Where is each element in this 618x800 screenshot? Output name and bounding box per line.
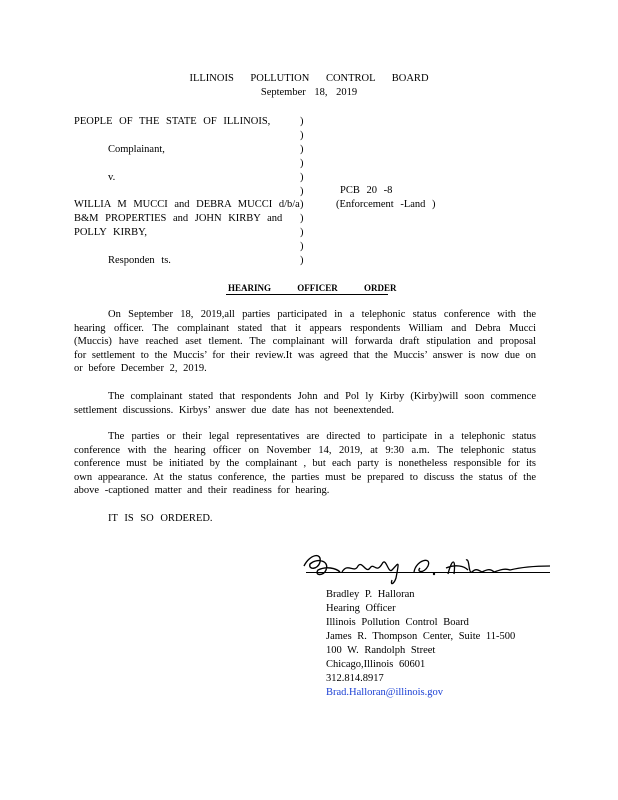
defendants-line-3: POLLY KIRBY,: [74, 227, 147, 238]
versus: v.: [108, 172, 116, 183]
caption-parens: ) ) ) ) ) ) ) ) ) ) ): [300, 116, 304, 267]
paragraph-2: The complainant stated that respondents John and Pol ly Kirby (Kirby)will soon commence settlement discussions. Kirbys’ answer due date has not beenextended.: [74, 391, 536, 416]
phone-number: 312.814.8917: [326, 673, 384, 684]
handwritten-signature: [296, 544, 556, 588]
defendant-role: Responden ts.: [108, 255, 171, 266]
closing-statement: IT IS SO ORDERED.: [108, 513, 213, 524]
signature-line: [306, 572, 550, 573]
signer-org: Illinois Pollution Control Board: [326, 617, 469, 628]
address-line-2: 100 W. Randolph Street: [326, 645, 436, 656]
case-number: PCB 20 -8: [340, 185, 393, 196]
defendants-line-1: WILLIA M MUCCI and DEBRA MUCCI d/b/a: [74, 199, 300, 210]
signer-name: Bradley P. Halloran: [326, 589, 415, 600]
address-city: Chicago,Illinois 60601: [326, 659, 426, 670]
address-line-1: James R. Thompson Center, Suite 11-500: [326, 631, 516, 642]
plaintiff-role: Complainant,: [108, 144, 165, 155]
title-underline: [226, 294, 388, 295]
defendants-line-2: B&M PROPERTIES and JOHN KIRBY and: [74, 213, 283, 224]
order-date: September 18, 2019: [260, 87, 358, 98]
case-type: (Enforcement -Land ): [336, 199, 436, 210]
signer-title: Hearing Officer: [326, 603, 396, 614]
signature-block: [326, 588, 515, 700]
paragraph-3: The parties or their legal representatives are directed to participate in a telephonic status conference with the hearing officer on November 14, 2019, at 9:30 a.m. The telephonic status conference must be initiated by the complainant , but each party is nonetheless responsible for its own appearance. At the status conference, the parties must be prepared to discuss the status of the above -captioned matter and their readiness for hearing.: [74, 431, 536, 497]
email-link[interactable]: Brad.Halloran@illinois.gov: [326, 687, 443, 698]
order-title: HEARING OFFICER ORDER: [228, 283, 397, 293]
plaintiff-name: PEOPLE OF THE STATE OF ILLINOIS,: [74, 116, 271, 127]
board-title: ILLINOIS POLLUTION CONTROL BOARD: [189, 73, 429, 84]
paragraph-1: On September 18, 2019,all parties participated in a telephonic status conference with the hearing officer. The complainant stated that it appears respondents William and Debra Mucci (Muccis) have reached aset tlement. The complainant will forwarda draft stipulation and proposal for settlement to the Muccis’ for their review.It was agreed that the Muccis’ answer is now due on or before December 2, 2019.: [74, 309, 536, 375]
